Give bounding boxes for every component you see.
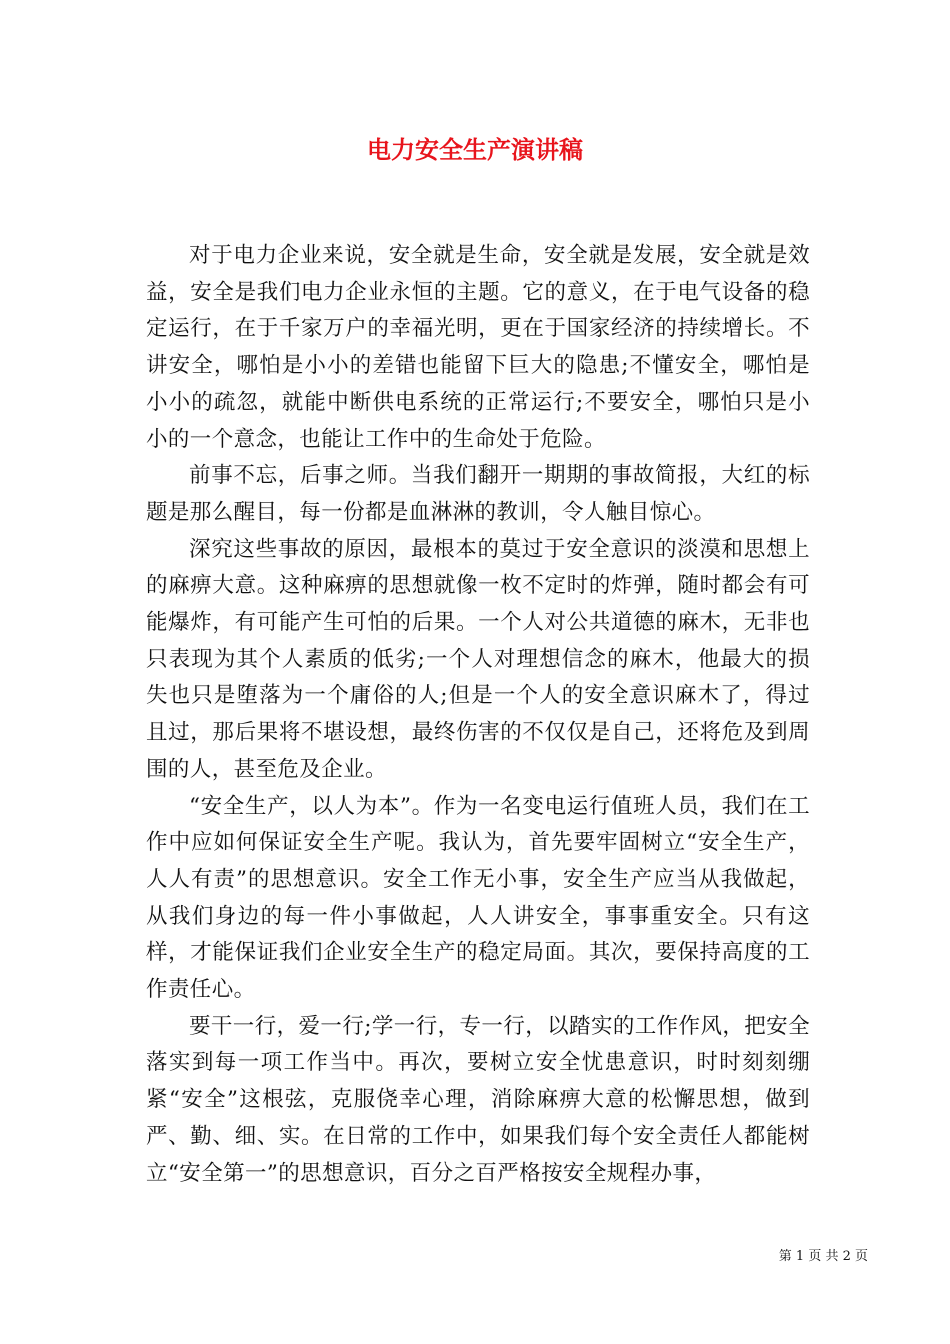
document-body: [146, 238, 810, 1192]
page-footer: 第 1 页 共 2 页: [778, 1249, 868, 1264]
paragraph-3: 深究这些事故的原因，最根本的莫过于安全意识的淡漠和思想上的麻痹大意。这种麻痹的思想就像一枚不定时的炸弹，随时都会有可能爆炸，有可能产生可怕的后果。一个人对公共道德的麻木，无非也只表现为其个人素质的低劣;一个人对理想信念的麻木，他最大的损失也只是堕落为一个庸俗的人;但是一个人的安全意识麻木了，得过且过，那后果将不堪设想，最终伤害的不仅仅是自己，还将危及到周围的人，甚至危及企业。: [146, 536, 810, 782]
paragraph-4: “安全生产，以人为本”。作为一名变电运行值班人员，我们在工作中应如何保证安全生产呢。我认为，首先要牢固树立“安全生产，人人有责”的思想意识。安全工作无小事，安全生产应当从我做起，从我们身边的每一件小事做起，人人讲安全，事事重安全。只有这样，才能保证我们企业安全生产的稳定局面。其次，要保持高度的工作责任心。: [146, 793, 810, 1003]
paragraph-2: 前事不忘，后事之师。当我们翻开一期期的事故简报，大红的标题是那么醒目，每一份都是血淋淋的教训，令人触目惊心。: [146, 463, 810, 525]
paragraph-1: 对于电力企业来说，安全就是生命，安全就是发展，安全就是效益，安全是我们电力企业永恒的主题。它的意义，在于电气设备的稳定运行，在于千家万户的幸福光明，更在于国家经济的持续增长。不讲安全，哪怕是小小的差错也能留下巨大的隐患;不懂安全，哪怕是小小的疏忽，就能中断供电系统的正常运行;不要安全，哪怕只是小小的一个意念，也能让工作中的生命处于危险。: [146, 243, 810, 452]
paragraph-5: 要干一行，爱一行;学一行，专一行，以踏实的工作作风，把安全落实到每一项工作当中。再次，要树立安全忧患意识，时时刻刻绷紧“安全”这根弦，克服侥幸心理，消除麻痹大意的松懈思想，做到严、勤、细、实。在日常的工作中，如果我们每个安全责任人都能树立“安全第一”的思想意识，百分之百严格按安全规程办事，: [146, 1013, 810, 1186]
page-title: 电力安全生产演讲稿: [367, 135, 583, 164]
